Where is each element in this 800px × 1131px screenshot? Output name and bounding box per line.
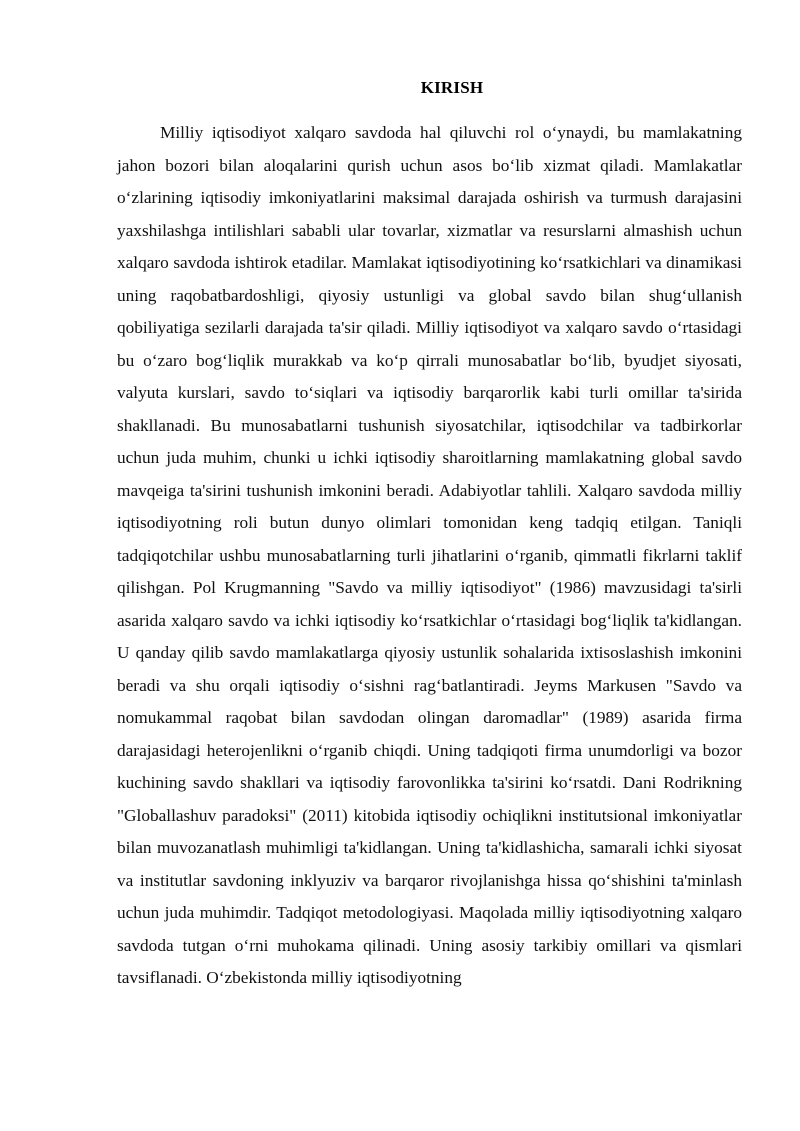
section-heading: KIRISH (420, 78, 484, 97)
body-paragraph: Milliy iqtisodiyot xalqaro savdoda hal qiluvchi rol o‘ynaydi, bu mamlakatning jahon bozori bilan aloqalarini qurish uchun asos bo‘lib xizmat qiladi. Mamlakatlar o‘zlarining iqtisodiy imkoniyatlarini maksimal darajada oshirish va turmush darajasini yaxshilashga intilishlari sababli ular tovarlar, xizmatlar va resurslarni almashish uchun xalqaro savdoda ishtirok etadilar. Mamlakat iqtisodiyotining ko‘rsatkichlari va dinamikasi uning raqobatbardoshligi, qiyosiy ustunligi va global savdo bilan shug‘ullanish qobiliyatiga sezilarli darajada ta'sir qiladi. Milliy iqtisodiyot va xalqaro savdo o‘rtasidagi bu o‘zaro bog‘liqlik murakkab va ko‘p qirrali munosabatlar bo‘lib, byudjet siyosati, valyuta kurslari, savdo to‘siqlari va iqtisodiy barqarorlik kabi turli omillar ta'sirida shakllanadi. Bu munosabatlarni tushunish siyosatchilar, iqtisodchilar va tadbirkorlar uchun juda muhim, chunki u ichki iqtisodiy sharoitlarning mamlakatning global savdo mavqeiga ta'sirini tushunish imkonini beradi. Adabiyotlar tahlili. Xalqaro savdoda milliy iqtisodiyotning roli butun dunyo olimlari tomonidan keng tadqiq etilgan. Taniqli tadqiqotchilar ushbu munosabatlarning turli jihatlarini o‘rganib, qimmatli fikrlarni taklif qilishgan. Pol Krugmanning "Savdo va milliy iqtisodiyot" (1986) mavzusidagi ta'sirli asarida xalqaro savdo va ichki iqtisodiy ko‘rsatkichlar o‘rtasidagi bog‘liqlik ta'kidlangan. U qanday qilib savdo mamlakatlarga qiyosiy ustunlik sohalarida ixtisoslashish imkonini beradi va shu orqali iqtisodiy o‘sishni rag‘batlantiradi. Jeyms Markusen "Savdo va nomukammal raqobat bilan savdodan olingan daromadlar" (1989) asarida firma darajasidagi heterojenlikni o‘rganib chiqdi. Uning tadqiqoti firma unumdorligi va bozor kuchining savdo shakllari va iqtisodiy farovonlikka ta'sirini ko‘rsatdi. Dani Rodrikning "Globallashuv paradoksi" (2011) kitobida iqtisodiy ochiqlikni institutsional imkoniyatlar bilan muvozanatlash muhimligi ta'kidlangan. Uning ta'kidlashicha, samarali ichki siyosat va institutlar savdoning inklyuziv va barqaror rivojlanishga hissa qo‘shishini ta'minlash uchun juda muhimdir. Tadqiqot metodologiyasi. Maqolada milliy iqtisodiyotning xalqaro savdoda tutgan o‘rni muhokama qilinadi. Uning asosiy tarkibiy omillari va qismlari tavsiflanadi. O‘zbekistonda milliy iqtisodiyotning (117, 123, 742, 987)
